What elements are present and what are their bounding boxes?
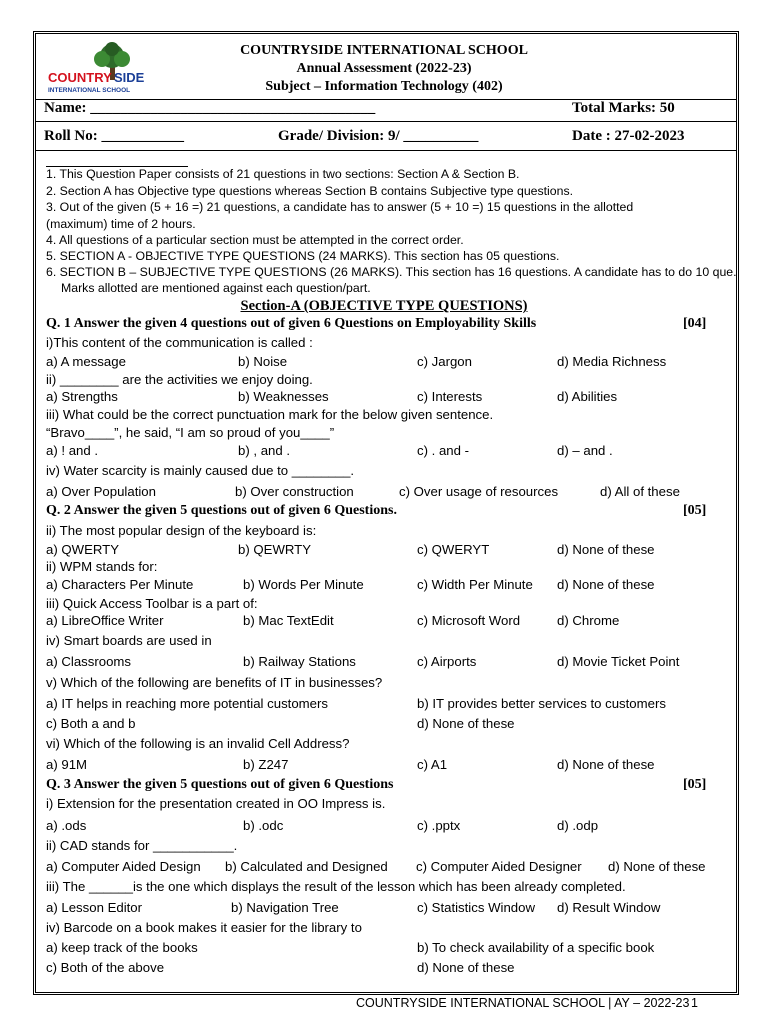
instruction-line: (maximum) time of 2 hours.	[46, 217, 196, 231]
instruction-line: 4. All questions of a particular section must be attempted in the correct order.	[46, 233, 464, 247]
question-text: iii) Quick Access Toolbar is a part of:	[46, 596, 258, 611]
option: d) Chrome	[557, 613, 620, 628]
option: b) .odc	[243, 818, 284, 833]
option: b) Calculated and Designed	[225, 859, 388, 874]
option: c) Jargon	[417, 354, 472, 369]
option: d) None of these	[417, 960, 515, 975]
question-text: ii) CAD stands for ___________.	[46, 838, 238, 853]
question-heading: Q. 3 Answer the given 5 questions out of given 6 Questions	[46, 777, 394, 792]
option: c) Width Per Minute	[417, 577, 533, 592]
subject-title: Subject – Information Technology (402)	[265, 79, 503, 94]
question-text: “Bravo____”, he said, “I am so proud of you____”	[46, 425, 335, 440]
exam-title: Annual Assessment (2022-23)	[296, 61, 472, 76]
option: b) Words Per Minute	[243, 577, 364, 592]
option: d) None of these	[417, 716, 515, 731]
option: c) Computer Aided Designer	[416, 859, 582, 874]
roll-no-field: Roll No: ___________	[44, 128, 184, 144]
instruction-line: 1. This Question Paper consists of 21 questions in two sections: Section A & Section B.	[46, 167, 520, 181]
option: d) .odp	[557, 818, 599, 833]
option: d) None of these	[557, 577, 655, 592]
fields-divider	[36, 121, 736, 122]
svg-text:INTERNATIONAL SCHOOL: INTERNATIONAL SCHOOL	[48, 87, 131, 94]
option: c) Both of the above	[46, 960, 165, 975]
option: c) QWERYT	[417, 542, 490, 557]
option: c) .pptx	[417, 818, 461, 833]
option: b) To check availability of a specific book	[417, 940, 655, 955]
question-text: iii) The ______is the one which displays the result of the lesson which has been already completed.	[46, 879, 626, 894]
option: a) .ods	[46, 818, 87, 833]
question-text: v) Which of the following are benefits of IT in businesses?	[46, 675, 383, 690]
option: a) QWERTY	[46, 542, 120, 557]
question-text: i)This content of the communication is called :	[46, 335, 313, 350]
name-field: Name: ______________________________________	[44, 100, 376, 116]
question-text: ii) WPM stands for:	[46, 559, 158, 574]
question-marks: [05]	[683, 777, 707, 792]
instruction-line: Marks allotted are mentioned against each question/part.	[61, 281, 371, 295]
option: b) Weaknesses	[238, 389, 329, 404]
question-heading: Q. 1 Answer the given 4 questions out of given 6 Questions on Employability Skills	[46, 316, 537, 331]
option: d) Movie Ticket Point	[557, 654, 680, 669]
option: a) Computer Aided Design	[46, 859, 201, 874]
grade-field: Grade/ Division: 9/ __________	[278, 128, 479, 144]
exam-date: Date : 27-02-2023	[572, 128, 685, 144]
instruction-line: 3. Out of the given (5 + 16 =) 21 questions, a candidate has to answer (5 + 10 =) 15 questions in the allotted	[46, 200, 634, 214]
question-text: ii) ________ are the activities we enjoy doing.	[46, 372, 313, 387]
option: a) Over Population	[46, 484, 156, 499]
question-text: iv) Water scarcity is mainly caused due to ________.	[46, 463, 355, 478]
option: a) keep track of the books	[46, 940, 198, 955]
option: c) Both a and b	[46, 716, 136, 731]
question-text: vi) Which of the following is an invalid Cell Address?	[46, 736, 350, 751]
option: d) All of these	[600, 484, 680, 499]
school-name: COUNTRYSIDE INTERNATIONAL SCHOOL	[240, 43, 528, 58]
question-text: iv) Barcode on a book makes it easier for the library to	[46, 920, 362, 935]
option: c) Airports	[417, 654, 477, 669]
option: c) . and -	[417, 443, 470, 458]
option: a) Lesson Editor	[46, 900, 143, 915]
option: d) – and .	[557, 443, 613, 458]
option: d) Media Richness	[557, 354, 667, 369]
option: d) None of these	[608, 859, 706, 874]
fields-divider-2	[36, 150, 736, 151]
option: a) 91M	[46, 757, 88, 772]
question-text: iv) Smart boards are used in	[46, 633, 212, 648]
option: a) ! and .	[46, 443, 99, 458]
option: b) , and .	[238, 443, 291, 458]
option: b) Noise	[238, 354, 288, 369]
option: a) A message	[46, 354, 126, 369]
question-marks: [04]	[683, 316, 707, 331]
option: a) IT helps in reaching more potential customers	[46, 696, 328, 711]
question-text: iii) What could be the correct punctuation mark for the below given sentence.	[46, 407, 494, 422]
option: b) Over construction	[235, 484, 354, 499]
option: d) None of these	[557, 757, 655, 772]
option: c) A1	[417, 757, 448, 772]
option: a) Strengths	[46, 389, 118, 404]
option: c) Statistics Window	[417, 900, 535, 915]
option: b) QEWRTY	[238, 542, 312, 557]
option: d) None of these	[557, 542, 655, 557]
instruction-line: 6. SECTION B – SUBJECTIVE TYPE QUESTIONS (26 MARKS). This section has 16 questions. A candidate has to do 10 que.	[46, 265, 737, 279]
option: b) Railway Stations	[243, 654, 356, 669]
option: c) Over usage of resources	[399, 484, 559, 499]
footer-text: COUNTRYSIDE INTERNATIONAL SCHOOL | AY – 2022-23	[356, 996, 690, 1010]
svg-text:SIDE: SIDE	[114, 70, 145, 85]
option: b) IT provides better services to customers	[417, 696, 666, 711]
question-text: i) Extension for the presentation created in OO Impress is.	[46, 796, 386, 811]
svg-text:COUNTRY: COUNTRY	[48, 70, 112, 85]
option: a) LibreOffice Writer	[46, 613, 164, 628]
option: a) Classrooms	[46, 654, 132, 669]
option: b) Z247	[243, 757, 289, 772]
question-text: ii) The most popular design of the keyboard is:	[46, 523, 317, 538]
section-a-title: Section-A (OBJECTIVE TYPE QUESTIONS)	[240, 298, 528, 314]
option: c) Interests	[417, 389, 483, 404]
total-marks: Total Marks: 50	[572, 100, 675, 116]
option: d) Abilities	[557, 389, 618, 404]
option: b) Mac TextEdit	[243, 613, 334, 628]
option: c) Microsoft Word	[417, 613, 521, 628]
instruction-line: 2. Section A has Objective type questions whereas Section B contains Subjective type questions.	[46, 184, 574, 198]
option: a) Characters Per Minute	[46, 577, 194, 592]
option: d) Result Window	[557, 900, 661, 915]
option: b) Navigation Tree	[231, 900, 339, 915]
question-heading: Q. 2 Answer the given 5 questions out of given 6 Questions.	[46, 503, 397, 518]
page-number: 1	[691, 996, 698, 1010]
instruction-line: 5. SECTION A - OBJECTIVE TYPE QUESTIONS (24 MARKS). This section has 05 questions.	[46, 249, 560, 263]
question-marks: [05]	[683, 503, 707, 518]
